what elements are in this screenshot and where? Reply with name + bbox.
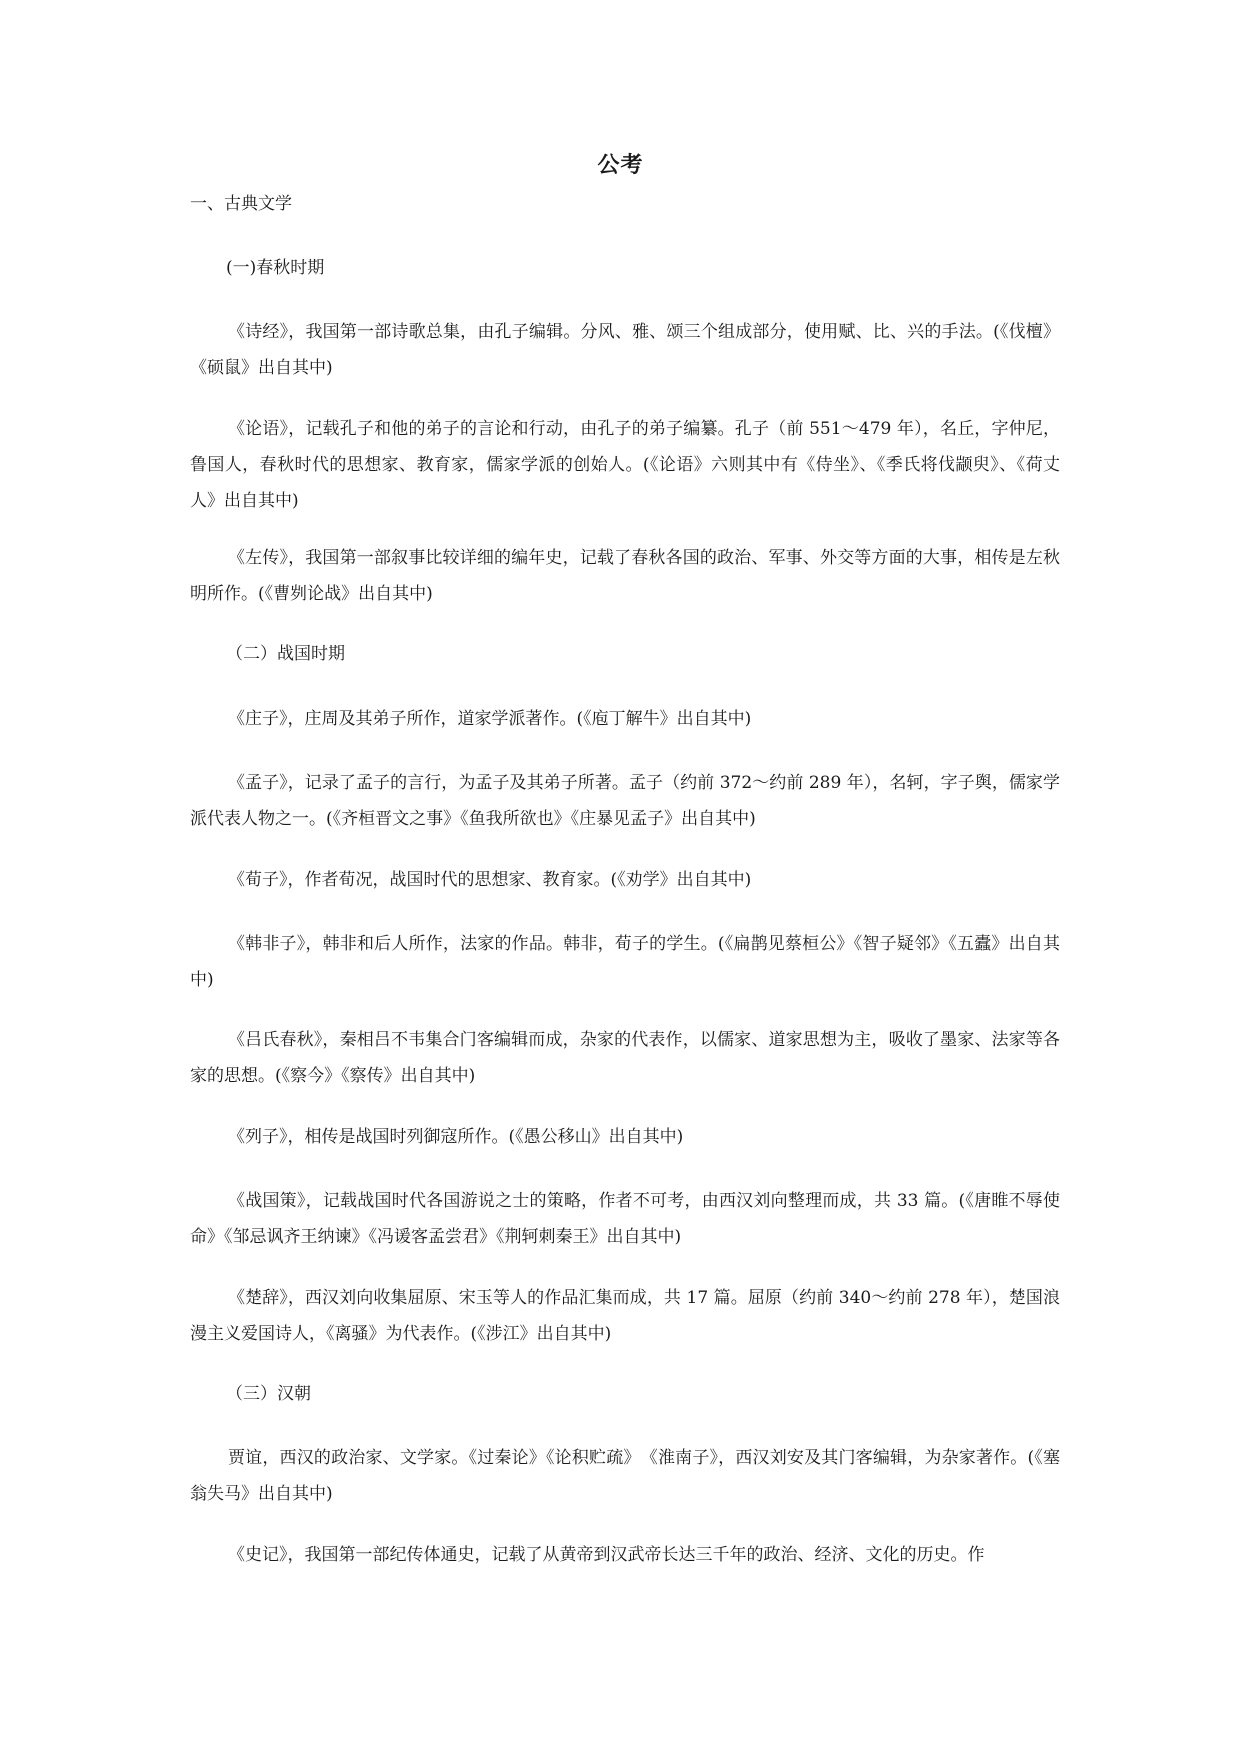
paragraph-liezi: 《列子》，相传是战国时列御寇所作。(《愚公移山》出自其中) <box>228 1127 684 1147</box>
paragraph-chuci: 《楚辞》，西汉刘向收集屈原、宋玉等人的作品汇集而成，共 17 篇。屈原（约前 340～约前 278 年），楚国浪漫主义爱国诗人，《离骚》为代表作。(《涉江》出自其中) <box>190 1288 1060 1344</box>
paragraph-jiayi: 贾谊，西汉的政治家、文学家。《过秦论》《论积贮疏》 《淮南子》，西汉刘安及其门客编辑，为杂家著作。(《塞翁失马》出自其中) <box>190 1448 1060 1504</box>
paragraph-xunzi: 《荀子》，作者荀况，战国时代的思想家、教育家。(《劝学》出自其中) <box>228 870 752 890</box>
paragraph-shiji: 《史记》，我国第一部纪传体通史，记载了从黄帝到汉武帝长达三千年的政治、经济、文化的历史。作 <box>228 1545 985 1565</box>
subsection-heading: （二）战国时期 <box>226 644 345 664</box>
paragraph-lunyu: 《论语》，记载孔子和他的弟子的言论和行动，由孔子的弟子编纂。孔子（前 551～479 年），名丘，字仲尼，鲁国人，春秋时代的思想家、教育家，儒家学派的创始人。(《论语》六则其中有《侍坐》、《季氏将伐颛臾》、《荷丈人》出自其中) <box>190 419 1060 511</box>
document-title: 公考 <box>597 153 644 178</box>
paragraph-mengzi: 《孟子》，记录了孟子的言行，为孟子及其弟子所著。孟子（约前 372～约前 289 年），名轲，字子舆，儒家学派代表人物之一。(《齐桓晋文之事》《鱼我所欲也》《庄暴见孟子》出自其中) <box>190 773 1060 829</box>
paragraph-shijing: 《诗经》，我国第一部诗歌总集，由孔子编辑。分风、雅、颂三个组成部分，使用赋、比、兴的手法。(《伐檀》《硕鼠》出自其中) <box>190 322 1060 378</box>
paragraph-hanfeizi: 《韩非子》，韩非和后人所作，法家的作品。韩非，荀子的学生。(《扁鹊见蔡桓公》《智子疑邻》《五蠹》出自其中) <box>190 934 1060 990</box>
paragraph-lvshi: 《吕氏春秋》，秦相吕不韦集合门客编辑而成，杂家的代表作，以儒家、道家思想为主，吸收了墨家、法家等各家的思想。(《察今》《察传》出自其中) <box>190 1030 1060 1086</box>
paragraph-zuozhuan: 《左传》，我国第一部叙事比较详细的编年史，记载了春秋各国的政治、军事、外交等方面的大事，相传是左秋明所作。(《曹刿论战》出自其中) <box>190 548 1060 604</box>
subsection-heading: （三）汉朝 <box>226 1384 311 1404</box>
paragraph-zhanguoce: 《战国策》，记载战国时代各国游说之士的策略，作者不可考，由西汉刘向整理而成，共 33 篇。(《唐睢不辱使命》《邹忌讽齐王纳谏》《冯谖客孟尝君》《荆轲刺秦王》出自其中) <box>190 1191 1060 1247</box>
paragraph-zhuangzi: 《庄子》，庄周及其弟子所作，道家学派著作。(《庖丁解牛》出自其中) <box>228 709 752 729</box>
section-heading: 一、古典文学 <box>190 194 292 214</box>
subsection-heading: (一)春秋时期 <box>226 258 325 278</box>
